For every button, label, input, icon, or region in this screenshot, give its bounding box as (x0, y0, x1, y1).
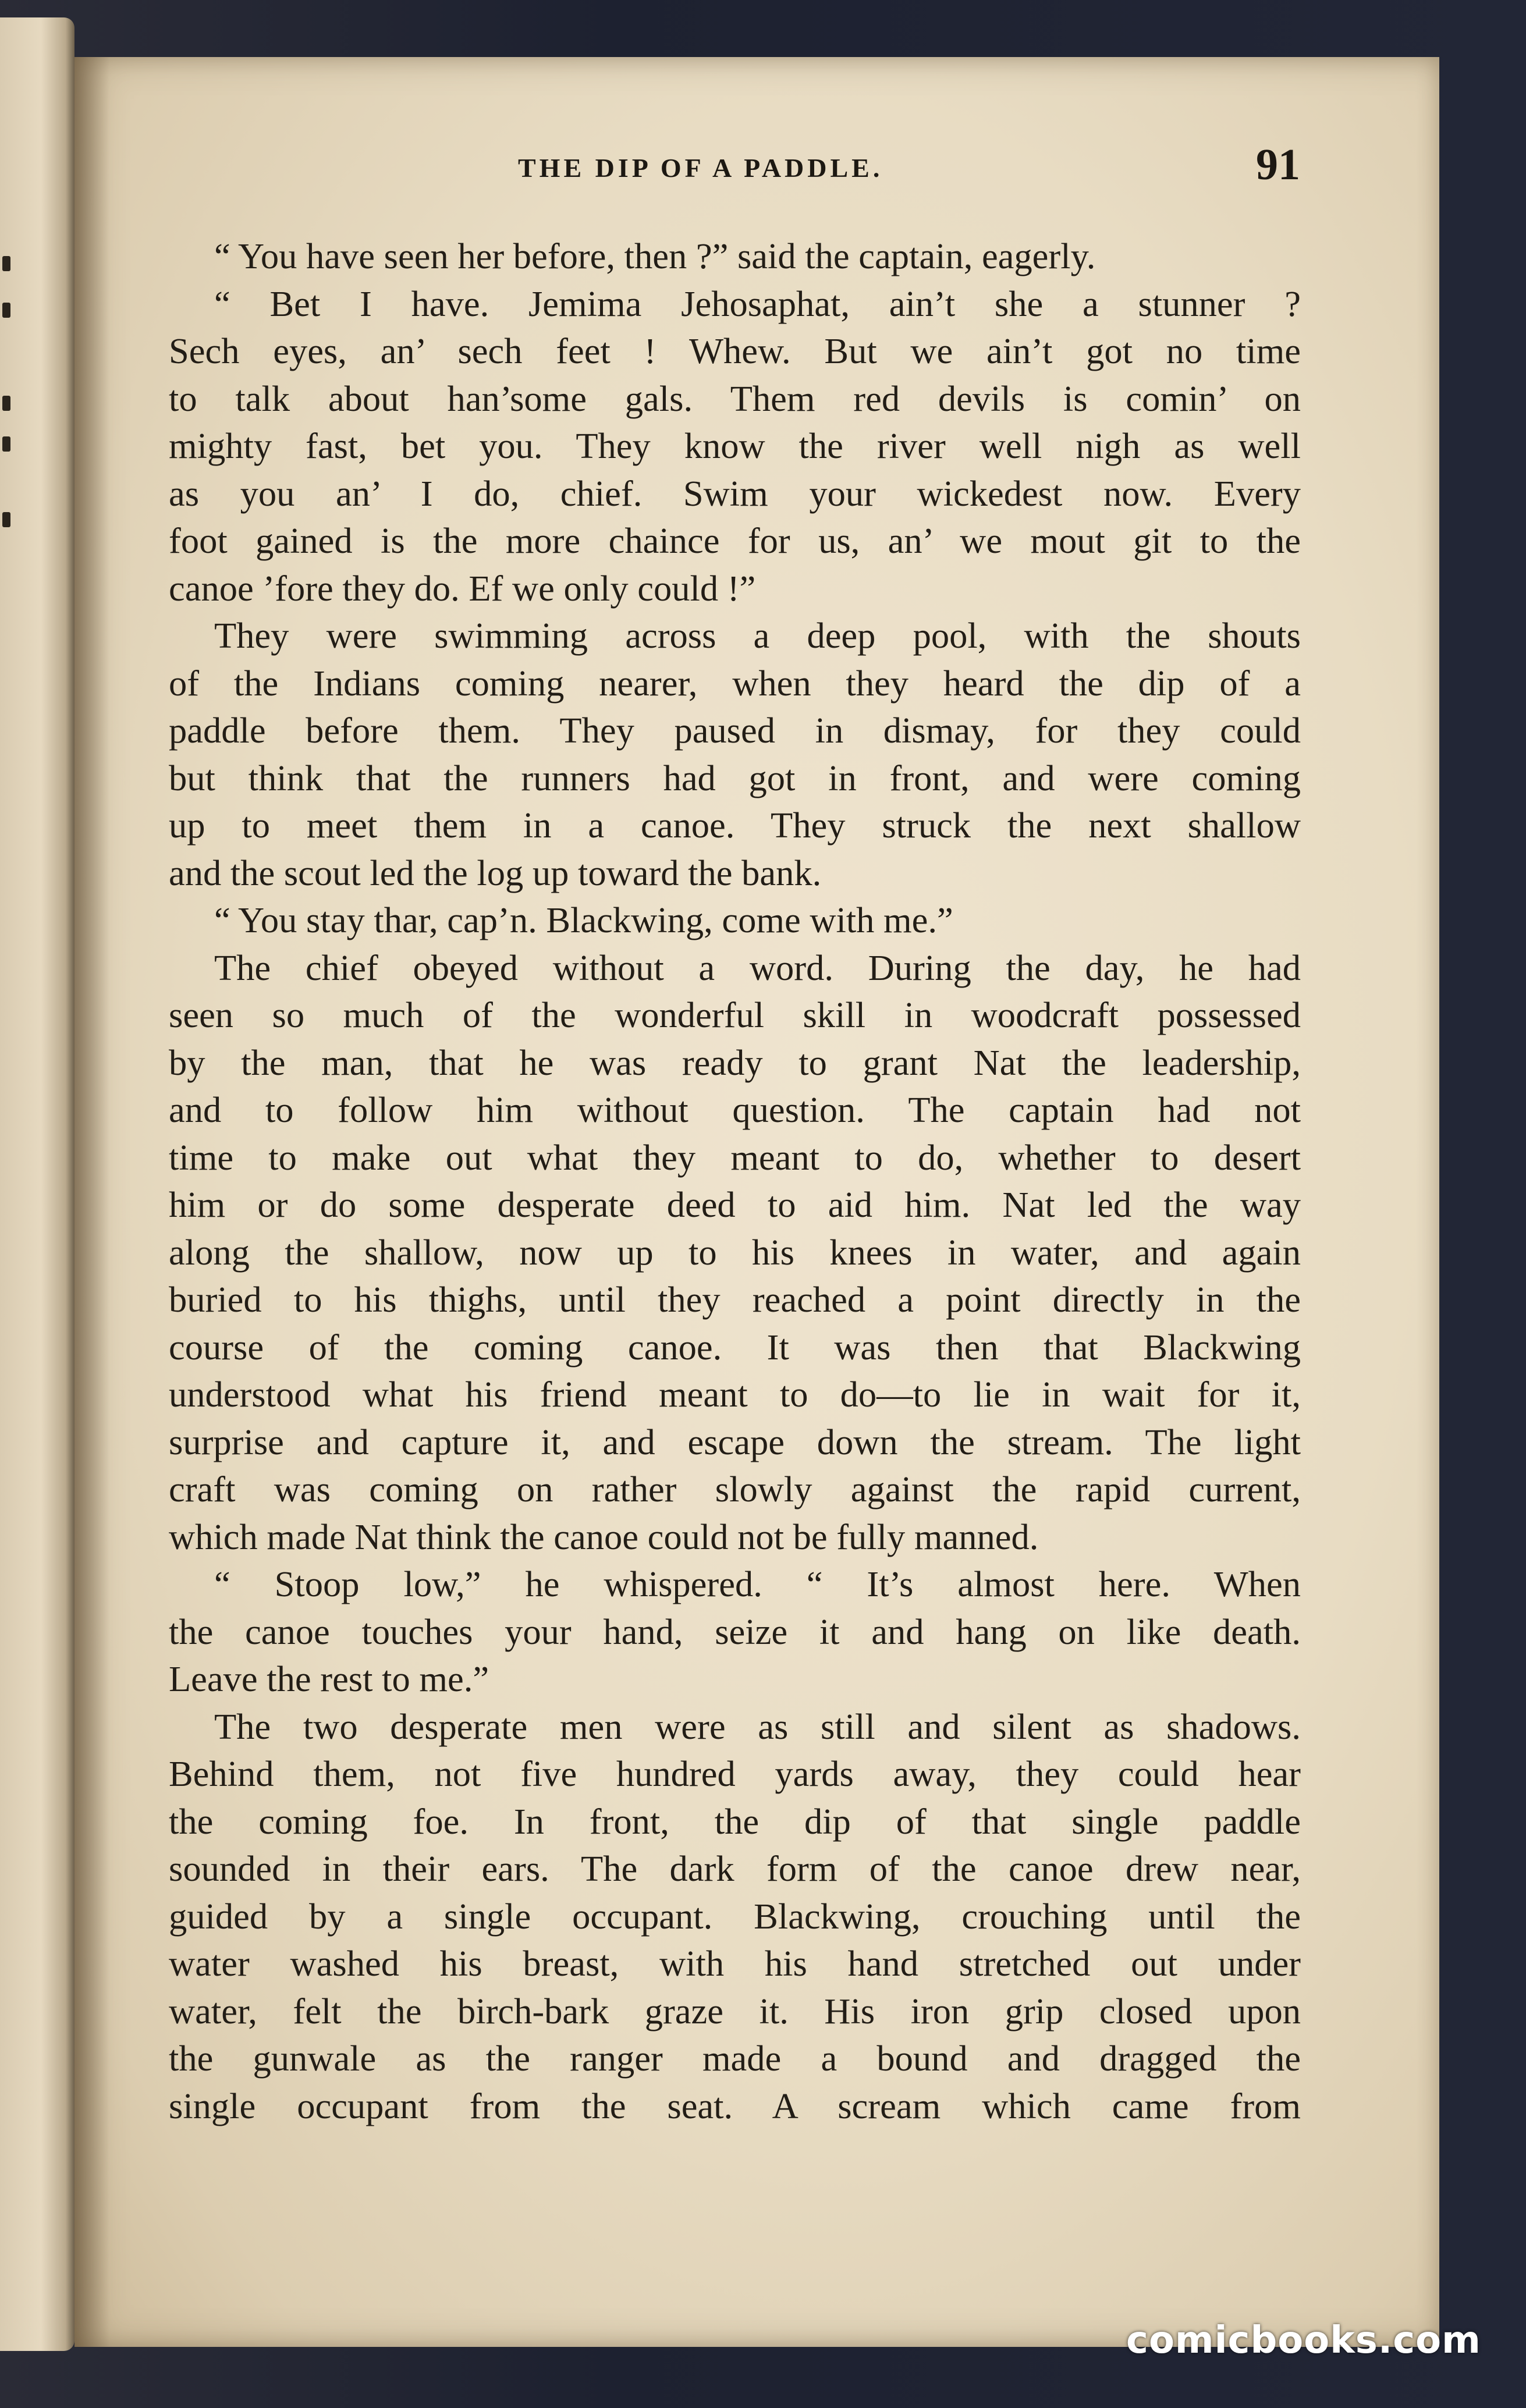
text-line: surprise and capture it, and escape down the stream. The light (169, 1421, 1301, 1462)
text-line: but think that the runners had got in front, and were coming (169, 757, 1301, 798)
text-line: the coming foe. In front, the dip of that single paddle (169, 1800, 1301, 1842)
text-line: Sech eyes, an’ sech feet ! Whew. But we ain’t got no time (169, 331, 1301, 371)
text-line: The chief obeyed without a word. During the day, he had (214, 947, 1301, 988)
text-line: understood what his friend meant to do—to lie in wait for it, (169, 1374, 1301, 1415)
running-head: THE DIP OF A PADDLE. (518, 153, 883, 183)
text-line: “ You stay thar, cap’n. Blackwing, come with me.” (214, 900, 953, 940)
text-line: canoe ’fore they do. Ef we only could !” (169, 567, 756, 609)
text-line: paddle before them. They paused in dismay, for they could (169, 710, 1301, 751)
page-number: 91 (1256, 140, 1300, 189)
text-line: seen so much of the wonderful skill in woodcraft possessed (169, 995, 1301, 1035)
text-line: to talk about han’some gals. Them red devils is comin’ on (169, 378, 1301, 419)
text-line: buried to his thighs, until they reached a point directly in the (169, 1279, 1301, 1320)
text-line: of the Indians coming nearer, when they heard the dip of a (169, 662, 1301, 704)
text-line: by the man, that he was ready to grant Nat the leadership, (169, 1042, 1301, 1083)
text-line: They were swimming across a deep pool, with the shouts (214, 615, 1301, 656)
text-line: sounded in their ears. The dark form of the canoe drew near, (169, 1848, 1301, 1889)
text-line: “ Bet I have. Jemima Jehosaphat, ain’t she a stunner ? (214, 283, 1301, 324)
gutter-shadow (74, 57, 109, 2347)
previous-page-print-marks (0, 244, 17, 594)
body-text (169, 233, 1301, 2130)
text-line: along the shallow, now up to his knees in water, and again (169, 1231, 1301, 1273)
text-line: “ Stoop low,” he whispered. “ It’s almost here. When (214, 1564, 1301, 1604)
text-line: foot gained is the more chaince for us, an’ we mout git to the (169, 520, 1301, 561)
text-line: and the scout led the log up toward the bank. (169, 852, 822, 893)
text-line: the gunwale as the ranger made a bound and dragged the (169, 2038, 1301, 2079)
text-line: water washed his breast, with his hand stretched out under (169, 1943, 1301, 1984)
text-line: which made Nat think the canoe could not be fully manned. (169, 1516, 1039, 1557)
text-line: Behind them, not five hundred yards away, they could hear (169, 1753, 1301, 1794)
text-line: and to follow him without question. The captain had not (169, 1089, 1301, 1130)
text-line: course of the coming canoe. It was then that Blackwing (169, 1326, 1301, 1368)
text-line: Leave the rest to me.” (169, 1658, 489, 1699)
text-line: time to make out what they meant to do, whether to desert (169, 1136, 1301, 1178)
text-line: up to meet them in a canoe. They struck the next shallow (169, 805, 1301, 846)
text-line: the canoe touches your hand, seize it and hang on like death. (169, 1611, 1301, 1652)
watermark: comicbooks.com (1126, 2319, 1481, 2362)
text-line: guided by a single occupant. Blackwing, crouching until the (169, 1895, 1301, 1937)
text-line: him or do some desperate deed to aid him. Nat led the way (169, 1184, 1301, 1225)
text-line: water, felt the birch-bark graze it. His iron grip closed upon (169, 1990, 1301, 2031)
text-line: craft was coming on rather slowly against the rapid current, (169, 1469, 1301, 1510)
text-line: The two desperate men were as still and silent as shadows. (214, 1706, 1301, 1747)
text-line: mighty fast, bet you. They know the river well nigh as well (169, 425, 1301, 466)
text-line: as you an’ I do, chief. Swim your wickedest now. Every (169, 473, 1301, 514)
text-line: single occupant from the seat. A scream which came from (169, 2085, 1301, 2126)
text-line: “ You have seen her before, then ?” said the captain, eagerly. (214, 236, 1096, 276)
